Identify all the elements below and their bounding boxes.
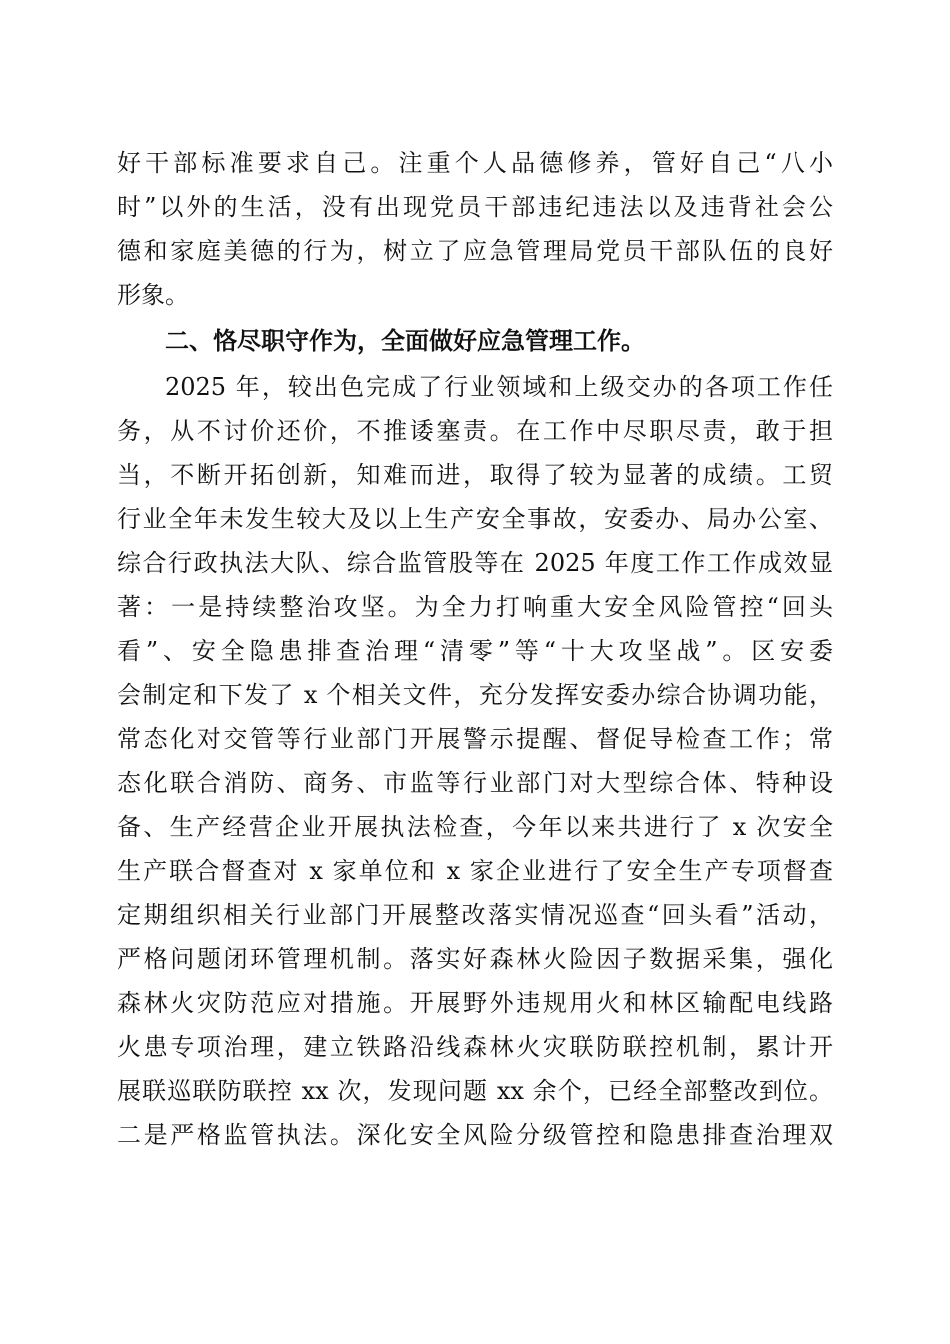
section-heading: 二、恪尽职守作为，全面做好应急管理工作。 (165, 327, 645, 355)
body-text-line: 看”、安全隐患排查治理“清零”等“十大攻坚战”。区安委 (117, 637, 833, 665)
body-text-line: 2025 年，较出色完成了行业领域和上级交办的各项工作任 (165, 373, 833, 401)
body-text-line: 时”以外的生活，没有出现党员干部违纪违法以及违背社会公 (117, 193, 833, 221)
body-text-line: 严格问题闭环管理机制。落实好森林火险因子数据采集，强化 (117, 945, 833, 973)
body-text-line: 当，不断开拓创新，知难而进，取得了较为显著的成绩。工贸 (117, 461, 833, 489)
body-text-line: 常态化对交管等行业部门开展警示提醒、督促导检查工作；常 (117, 725, 833, 753)
body-text-line: 著：一是持续整治攻坚。为全力打响重大安全风险管控“回头 (117, 593, 833, 621)
body-text-line: 生产联合督查对 x 家单位和 x 家企业进行了安全生产专项督查 (117, 857, 833, 885)
body-text-line: 德和家庭美德的行为，树立了应急管理局党员干部队伍的良好 (117, 237, 833, 265)
body-text-line: 定期组织相关行业部门开展整改落实情况巡查“回头看”活动， (117, 901, 833, 929)
body-text-line: 会制定和下发了 x 个相关文件，充分发挥安委办综合协调功能， (117, 681, 833, 709)
body-text-line: 好干部标准要求自己。注重个人品德修养，管好自己“八小 (117, 149, 833, 177)
body-text-line: 务，从不讨价还价，不推诿塞责。在工作中尽职尽责，敢于担 (117, 417, 833, 445)
body-text-line: 展联巡联防联控 xx 次，发现问题 xx 余个，已经全部整改到位。 (117, 1077, 833, 1105)
body-text-line: 行业全年未发生较大及以上生产安全事故，安委办、局办公室、 (117, 505, 833, 533)
body-text-line: 森林火灾防范应对措施。开展野外违规用火和林区输配电线路 (117, 989, 833, 1017)
body-text-line: 备、生产经营企业开展执法检查，今年以来共进行了 x 次安全 (117, 813, 833, 841)
body-text-line: 二是严格监管执法。深化安全风险分级管控和隐患排查治理双 (117, 1121, 833, 1149)
body-text-line: 综合行政执法大队、综合监管股等在 2025 年度工作工作成效显 (117, 549, 833, 577)
body-text-line: 形象。 (117, 281, 189, 309)
body-text-line: 火患专项治理，建立铁路沿线森林火灾联防联控机制，累计开 (117, 1033, 833, 1061)
body-text-line: 态化联合消防、商务、市监等行业部门对大型综合体、特种设 (117, 769, 833, 797)
